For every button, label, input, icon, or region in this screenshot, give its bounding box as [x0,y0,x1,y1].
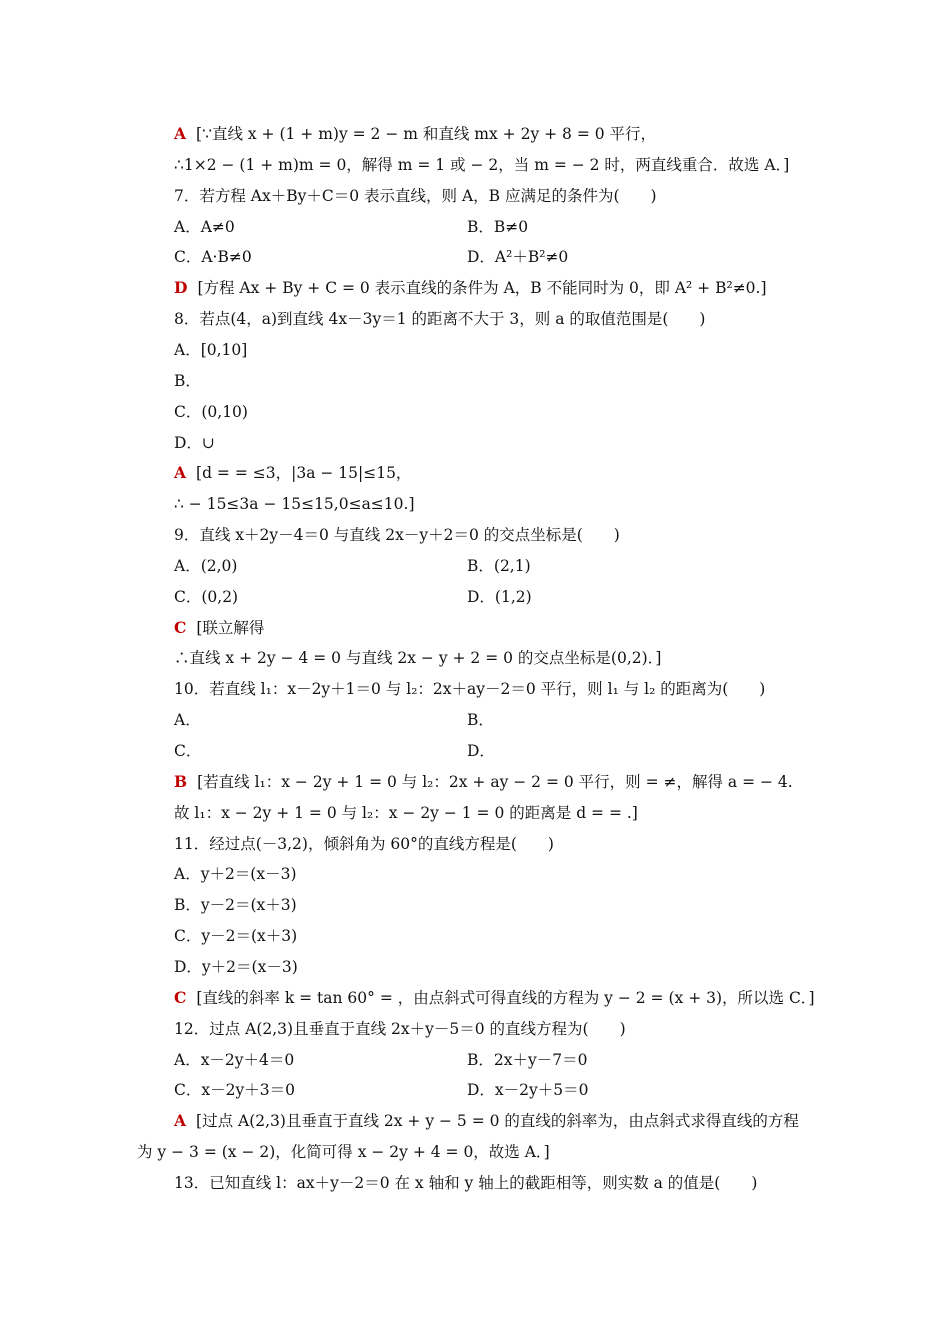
text-line [174,556,531,576]
text-line [174,371,201,391]
answer-letter: D [174,278,188,297]
line-text: [∵直线 x + (1 + m)y = 2 − m 和直线 mx + 2y + 8 = 0 平行， [196,125,657,143]
answer-letter: B [174,772,188,791]
option-right: B．2x＋y－7＝0 [467,1051,588,1069]
line-text: [方程 Ax + By + C = 0 表示直线的条件为 A，B 不能同时为 0，即 A² + B²≠0.] [197,279,767,297]
text-line [174,402,248,422]
text-line [174,525,620,545]
text-line [174,834,554,854]
line-text: A．[0,10] [174,341,248,359]
line-text: 为 y − 3 = (x − 2)，化简可得 x − 2y + 4 = 0，故选 A．] [137,1143,550,1161]
text-line [174,710,494,730]
line-text: ∴1×2 − (1 + m)m = 0，解得 m = 1 或 − 2，当 m = − 2 时，两直线重合．故选 A．] [174,156,790,174]
answer-line [174,463,411,483]
line-text: 11．经过点(－3,2)，倾斜角为 60°的直线方程是( ) [174,835,554,853]
option-right: B． [467,711,494,729]
text-line [174,679,765,699]
line-text: [过点 A(2,3)且垂直于直线 2x + y − 5 = 0 的直线的斜率为，由点斜式求得直线的方程 [196,1112,799,1130]
text-line [174,309,705,329]
answer-letter: A [174,124,187,143]
line-text: C．x－2y＋3＝0 [174,1081,295,1099]
answer-line [174,772,793,792]
line-text: B． [174,372,201,390]
line-text: 10．若直线 l₁：x－2y＋1＝0 与 l₂：2x＋ay－2＝0 平行，则 l₁ 与 l₂ 的距离为( ) [174,680,766,698]
answer-line [174,618,264,638]
line-text: 9．直线 x＋2y－4＝0 与直线 2x－y＋2＝0 的交点坐标是( ) [174,526,620,544]
text-line [174,864,297,884]
text-line [174,1019,626,1039]
line-text: A．A≠0 [174,218,235,236]
line-text: ∴直线 x + 2y − 4 = 0 与直线 2x − y + 2 = 0 的交点坐标是(0,2)．] [174,649,662,667]
line-text: B．y－2＝(x＋3) [174,896,297,914]
option-right: D．x－2y＋5＝0 [467,1081,589,1099]
line-text: 13．已知直线 l：ax＋y－2＝0 在 x 轴和 y 轴上的截距相等，则实数 a 的值是( ) [174,1174,758,1192]
line-text: [直线的斜率 k = tan 60° = ，由点斜式可得直线的方程为 y − 2 = (x + 3)，所以选 C．] [196,989,815,1007]
option-right: D．A²＋B²≠0 [467,248,569,266]
line-text: ∴ − 15≤3a − 15≤15,0≤a≤10.] [174,495,415,513]
option-right: D．(1,2) [467,588,532,606]
line-text: A．(2,0) [174,557,238,575]
text-line [174,895,297,915]
option-right: B．(2,1) [467,557,531,575]
text-line [174,1050,588,1070]
answer-line [174,1111,799,1131]
text-line [174,1173,757,1193]
text-line [174,433,215,453]
line-text: 8．若点(4，a)到直线 4x－3y＝1 的距离不大于 3，则 a 的取值范围是( ) [174,310,706,328]
answer-line [174,124,656,144]
line-text: D．∪ [174,434,215,452]
line-text: C．(0,10) [174,403,248,421]
text-line [174,247,569,267]
line-text: [d = = ≤3，|3a − 15|≤15， [196,464,412,482]
text-line [174,741,495,761]
line-text: 12．过点 A(2,3)且垂直于直线 2x＋y－5＝0 的直线方程为( ) [174,1020,626,1038]
text-line [174,926,297,946]
answer-letter: A [174,1111,187,1130]
text-line [174,1080,589,1100]
answer-letter: A [174,463,187,482]
answer-letter: C [174,988,187,1007]
text-line [174,155,789,175]
line-text: D．y＋2＝(x－3) [174,958,298,976]
answer-letter: C [174,618,187,637]
text-line [174,803,638,823]
answer-line [174,988,815,1008]
line-text: [若直线 l₁：x − 2y + 1 = 0 与 l₂：2x + ay − 2 = 0 平行，则 = ≠，解得 a = − 4. [197,773,793,791]
option-right: D． [467,742,495,760]
line-text: C．A·B≠0 [174,248,252,266]
text-line [174,217,529,237]
text-line [174,340,247,360]
text-line [174,957,298,977]
line-text: A．x－2y＋4＝0 [174,1051,295,1069]
text-line [174,587,532,607]
line-text: 7．若方程 Ax＋By＋C＝0 表示直线，则 A，B 应满足的条件为( ) [174,187,657,205]
answer-line [174,278,767,298]
line-text: A．y＋2＝(x－3) [174,865,297,883]
option-right: B．B≠0 [467,218,529,236]
text-line [174,648,661,668]
line-text: 故 l₁：x − 2y + 1 = 0 与 l₂：x − 2y − 1 = 0 的距离是 d = = .] [174,804,638,822]
line-text: C．(0,2) [174,588,239,606]
line-text: C．y－2＝(x＋3) [174,927,298,945]
line-text: A． [174,711,201,729]
text-line [174,186,657,206]
text-line [174,494,415,514]
line-text: C． [174,742,202,760]
line-text: [联立解得 [196,619,265,637]
text-line [137,1142,550,1162]
